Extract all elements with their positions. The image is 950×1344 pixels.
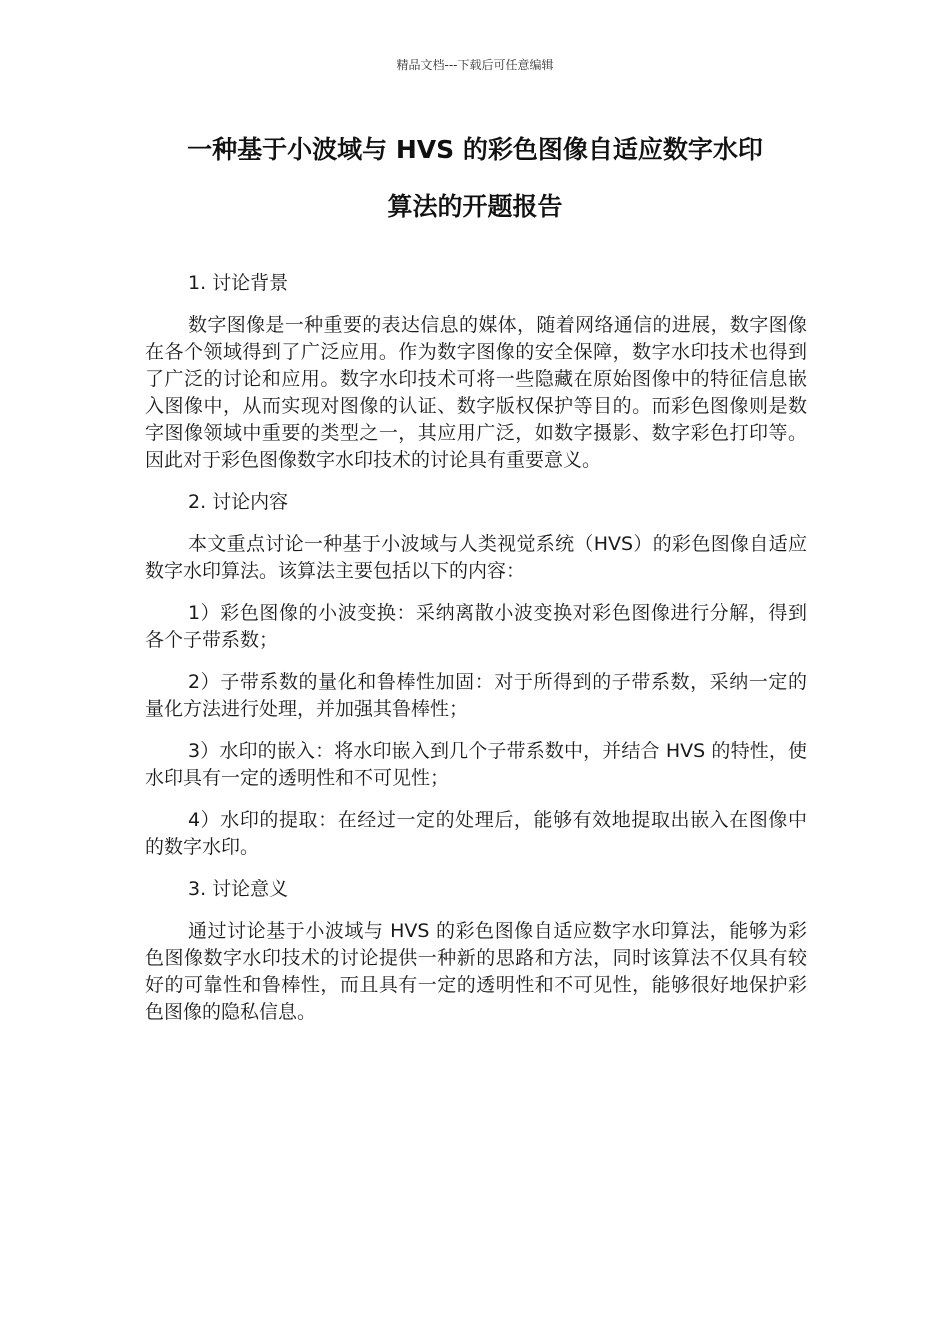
- paragraph-content-item-2: 2）子带系数的量化和鲁棒性加固：对于所得到的子带系数，采纳一定的量化方法进行处理，并加强其鲁棒性；: [145, 671, 807, 720]
- document-body: [145, 270, 807, 1041]
- paragraph-significance: 通过讨论基于小波域与 HVS 的彩色图像自适应数字水印算法，能够为彩色图像数字水印技术的讨论提供一种新的思路和方法，同时该算法不仅具有较好的可靠性和鲁棒性，而且具有一定的透明性和不可见性，能够很好地保护彩色图像的隐私信息。: [145, 920, 807, 1023]
- paragraph-content-item-4: 4）水印的提取：在经过一定的处理后，能够有效地提取出嵌入在图像中的数字水印。: [145, 809, 807, 858]
- section-heading-content: 2. 讨论内容: [188, 491, 289, 513]
- section-heading-significance: 3. 讨论意义: [188, 878, 289, 900]
- paragraph-content-item-1: 1）彩色图像的小波变换：采纳离散小波变换对彩色图像进行分解，得到各个子带系数；: [145, 602, 807, 651]
- paragraph-background: 数字图像是一种重要的表达信息的媒体，随着网络通信的进展，数字图像在各个领域得到了广泛应用。作为数字图像的安全保障，数字水印技术也得到了广泛的讨论和应用。数字水印技术可将一些隐藏在原始图像中的特征信息嵌入图像中，从而实现对图像的认证、数字版权保护等目的。而彩色图像则是数字图像领域中重要的类型之一，其应用广泛，如数字摄影、数字彩色打印等。因此对于彩色图像数字水印技术的讨论具有重要意义。: [145, 314, 807, 471]
- title-line-1: 一种基于小波域与 HVS 的彩色图像自适应数字水印: [187, 135, 763, 164]
- paragraph-content-item-3: 3）水印的嵌入：将水印嵌入到几个子带系数中，并结合 HVS 的特性，使水印具有一定的透明性和不可见性；: [145, 740, 807, 789]
- page-header: 精品文档---下载后可任意编辑: [396, 58, 554, 72]
- paragraph-content-intro: 本文重点讨论一种基于小波域与人类视觉系统（HVS）的彩色图像自适应数字水印算法。该算法主要包括以下的内容：: [145, 533, 807, 582]
- title-line-2: 算法的开题报告: [387, 192, 563, 221]
- section-heading-background: 1. 讨论背景: [188, 272, 289, 294]
- document-title: [140, 135, 810, 222]
